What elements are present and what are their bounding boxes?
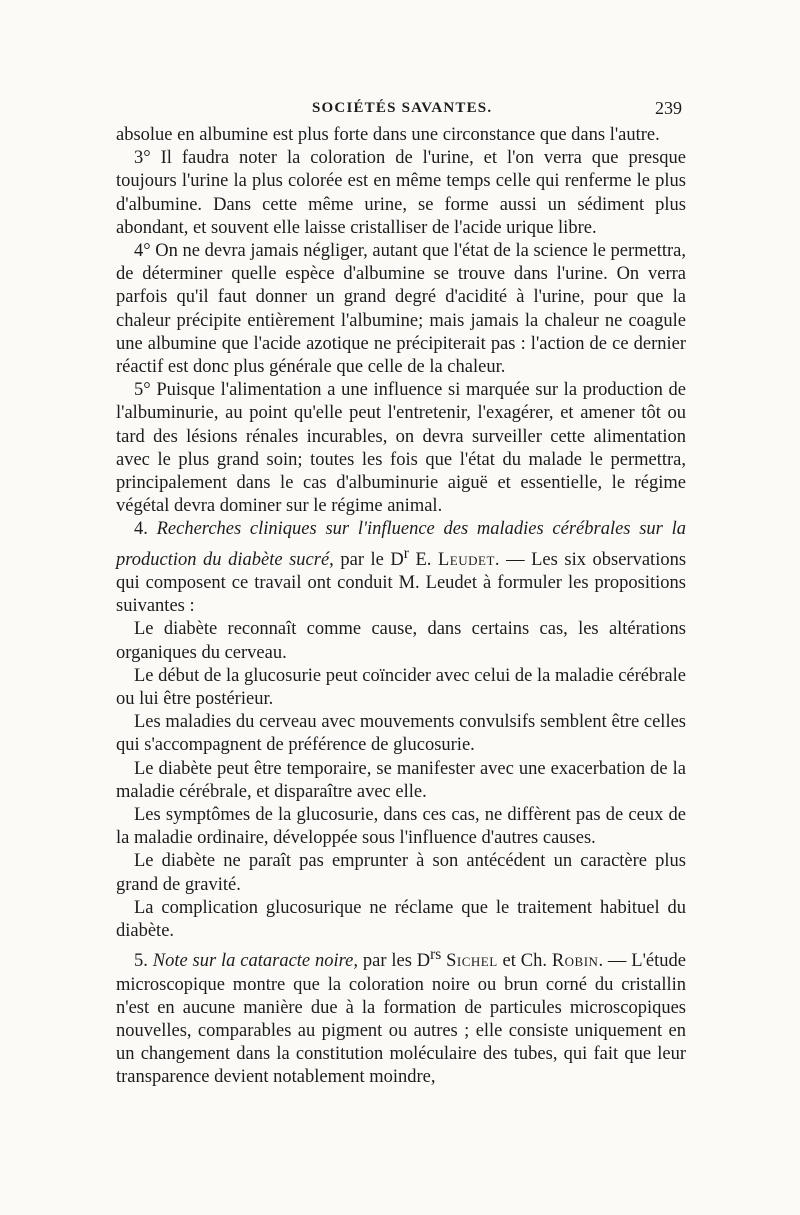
paragraph: absolue en albumine est plus forte dans une circonstance que dans l'autre. <box>116 125 660 145</box>
proposition: Le diabète ne paraît pas emprunter à son antécédent un caractère plus grand de gravité. <box>116 851 686 895</box>
proposition: Le diabète peut être temporaire, se manifester avec une exacerbation de la maladie cérébrale, et disparaître avec elle. <box>116 758 686 802</box>
item-4-paragraph <box>116 518 686 618</box>
item-by: par le D <box>340 549 404 570</box>
document-page <box>116 96 686 1090</box>
proposition: La complication glucosurique ne réclame que le traitement habituel du diabète. <box>116 897 686 942</box>
item-title: Recherches cliniques sur l'influence des maladies cérébrales sur la production du diabète sucré, <box>116 519 687 570</box>
item-by-sup: r <box>403 544 409 562</box>
paragraph: 3° Il faudra noter la coloration de l'urine, et l'on verra que presque toujours l'urine la plus colorée est en même temps celle qui renferme le plus d'albumine. Dans cette même urine, se forme aussi un sédiment plus abondant, et souvent elle laisse cristalliser de l'acide urique libre. <box>116 148 686 238</box>
item-5-paragraph <box>116 943 686 1089</box>
proposition: Les symptômes de la glucosurie, dans ces cas, ne diffèrent pas de ceux de la maladie ordinaire, développée sous l'influence d'autres causes. <box>116 805 686 849</box>
author-name: Sichel <box>446 951 498 972</box>
running-header <box>116 96 686 120</box>
proposition: Le diabète reconnaît comme cause, dans certains cas, les altérations organiques du cerveau. <box>116 619 686 663</box>
author-name: Robin <box>551 951 599 972</box>
running-title: SOCIÉTÉS SAVANTES. <box>312 100 493 116</box>
item-by: par les D <box>362 951 431 972</box>
paragraph: 5° Puisque l'alimentation a une influence si marquée sur la production de l'albuminurie, au point qu'elle peut l'entretenir, l'exagérer, et amener tôt ou tard des lésions rénales incurables, on devra surveiller cette alimentation avec le plus grand soin; toutes les fois que l'état du malade le permettra, principalement dans le cas d'albuminurie aiguë et essentielle, le régime végétal devra dominer sur le régime animal. <box>116 380 686 517</box>
body-text <box>116 124 686 1090</box>
author-and: et Ch. <box>502 951 547 972</box>
item-number: 4. <box>134 519 148 540</box>
author-name: Leudet <box>438 549 495 570</box>
item-by-sup: rs <box>430 946 442 964</box>
item-number: 5. <box>134 951 148 972</box>
item-title: Note sur la cataracte noire, <box>152 951 358 972</box>
paragraph: 4° On ne devra jamais négliger, autant que l'état de la science le permettra, de déterminer quelle espèce d'albumine se trouve dans l'urine. On verra parfois qu'il faut donner un grand degré d'acidité à l'urine, pour que la chaleur précipite entièrement l'albumine; mais jamais la chaleur ne coagule une albumine que l'acide azotique ne précipiterait pas : l'action de ce dernier réactif est donc plus générale que celle de la chaleur. <box>116 241 686 378</box>
proposition: Les maladies du cerveau avec mouvements convulsifs semblent être celles qui s'accompagnent de préférence de glucosurie. <box>116 712 686 756</box>
page-number: 239 <box>655 98 682 118</box>
item-text: . — L'étude microscopique montre que la coloration noire ou brun corné du cristallin n'est en aucune manière due à la formation de particules microscopiques nouvelles, comparables au pigment ou autres ; elle consiste uniquement en un changement dans la constitution moléculaire des tubes, qui fait que leur transparence devient notablement moindre, <box>116 951 686 1088</box>
author-initial: E. <box>415 549 432 570</box>
proposition: Le début de la glucosurie peut coïncider avec celui de la maladie cérébrale ou lui être postérieur. <box>116 665 686 710</box>
item-text: . — Les six observations qui composent ce travail ont conduit M. Leudet à formuler les propositions suivantes : <box>116 549 687 617</box>
